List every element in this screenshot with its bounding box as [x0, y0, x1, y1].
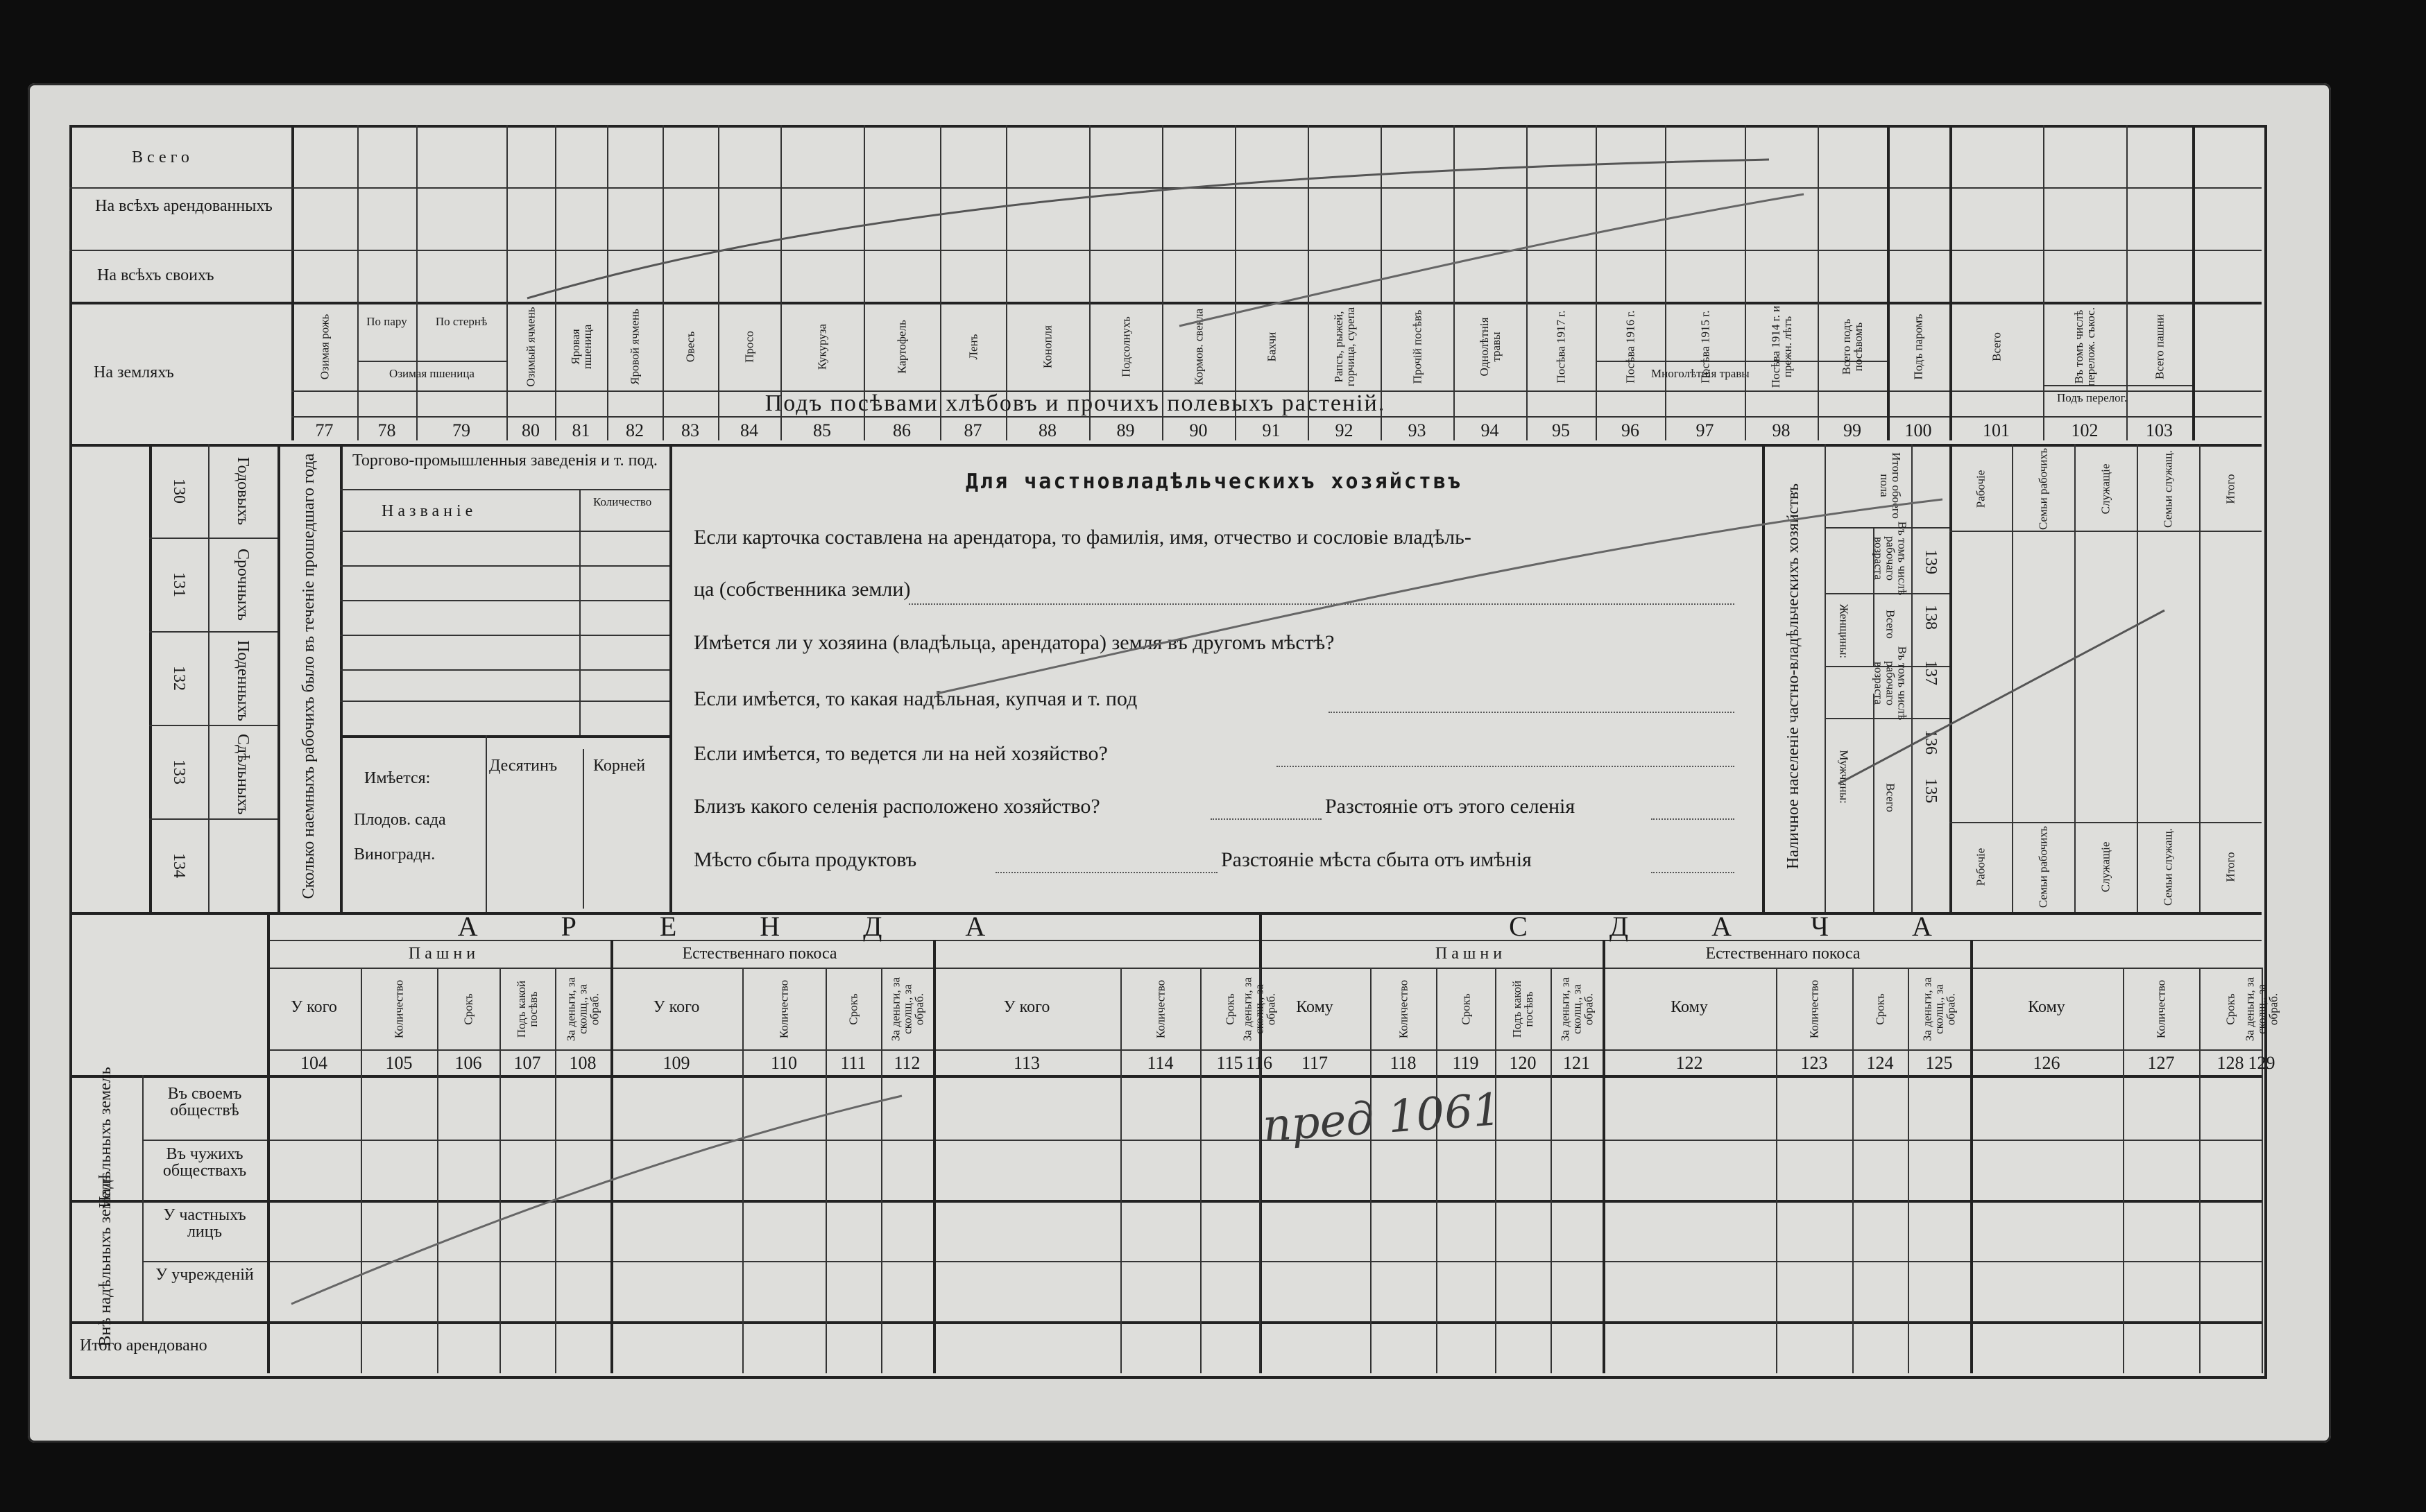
- population-vertical: Наличное населеніе частно-владѣльческихъ хозяйствъ: [1784, 483, 1802, 870]
- population-col-bottom: Семьи служащ.: [2161, 828, 2175, 906]
- row-other-society: Въ чужихъ обществахъ: [162, 1145, 247, 1180]
- population-number: 135: [1922, 778, 1940, 803]
- crop-col-label: Прочій посѣвъ: [1410, 309, 1424, 384]
- lease-col-number: 115: [1216, 1053, 1243, 1073]
- group-nadel: Надѣльныхъ земель: [96, 1067, 114, 1208]
- crop-col-label: Кормов. свекла: [1192, 308, 1205, 386]
- worker-row-label: Сдѣльныхъ: [234, 733, 252, 815]
- crop-col-label: Яровой ячмень: [628, 309, 642, 385]
- worker-row-label: Годовыхъ: [234, 456, 252, 525]
- crop-col-number: 87: [964, 420, 982, 440]
- worker-row-number: 130: [170, 478, 188, 504]
- lease-col-label: Срокъ: [461, 993, 475, 1025]
- worker-row-number: 132: [170, 665, 188, 691]
- crop-col-label: Кукуруза: [815, 323, 829, 370]
- crop-col-number: 90: [1189, 420, 1208, 440]
- population-col-top: Итого: [2223, 474, 2237, 504]
- crops-banner: Подъ посѣвами хлѣбовъ и прочихъ полевыхъ растеній.: [764, 390, 1386, 416]
- lease-col-number: 116: [1245, 1053, 1273, 1073]
- lease-col-number: 126: [2033, 1053, 2060, 1073]
- population-col-top: Рабочіе: [1974, 470, 1988, 508]
- crop-col-number: 98: [1772, 420, 1791, 440]
- worker-row-number: 131: [170, 572, 188, 597]
- worker-row-label: Поденныхъ: [234, 639, 252, 721]
- population-col-bottom: Служащіе: [2099, 841, 2112, 893]
- men-all: Всего: [1883, 783, 1897, 812]
- lease-col-number: 123: [1800, 1053, 1828, 1073]
- worker-row-number: 134: [170, 852, 188, 878]
- arenda-pokos: Естественнаго покоса: [682, 945, 837, 963]
- crop-col-number: 82: [626, 420, 644, 440]
- crop-col-label: Всего: [1990, 332, 2003, 361]
- lease-col-number: 111: [840, 1053, 866, 1073]
- crop-col-number: 84: [740, 420, 758, 440]
- crop-col-label: По пару: [366, 315, 407, 328]
- lease-col-number: 109: [663, 1053, 690, 1073]
- lease-col-number: 125: [1925, 1053, 1953, 1073]
- lease-col-label: Количество: [1396, 979, 1410, 1039]
- crop-col-number: 80: [522, 420, 540, 440]
- crop-col-label: Яровая пшеница: [568, 324, 594, 370]
- crop-col-label: Ленъ: [966, 334, 980, 360]
- lease-col-number: 113: [1013, 1053, 1041, 1073]
- crop-col-number: 96: [1621, 420, 1639, 440]
- crop-col-number: 101: [1983, 420, 2010, 440]
- hired-workers-note: Сколько наемныхъ рабочихъ было въ теченіе прошедшаго года: [300, 453, 318, 900]
- crop-col-number: 89: [1116, 420, 1135, 440]
- crop-col-label: Овесъ: [683, 331, 697, 363]
- crop-col-number: 88: [1039, 420, 1057, 440]
- worker-row-number: 133: [170, 759, 188, 784]
- lease-col-label: Количество: [1807, 979, 1821, 1039]
- crop-col-number: 93: [1408, 420, 1426, 440]
- population-number: 139: [1922, 549, 1940, 574]
- total-both: Итого обоего пола: [1878, 452, 1903, 519]
- lease-col-label: За деньги, за сколщ., за обраб.: [1240, 977, 1278, 1042]
- lease-col-number: 122: [1675, 1053, 1703, 1073]
- lease-col-label: За деньги, за сколщ., за обраб.: [1920, 977, 1958, 1042]
- lease-col-label: Кому: [2028, 998, 2065, 1016]
- garden-label: Плодов. сада: [354, 811, 446, 829]
- private-line-5: Если имѣется, то ведется ли на ней хозяйство?: [694, 742, 1108, 765]
- men-label: Мужчины:: [1837, 750, 1851, 804]
- lease-col-number: 119: [1452, 1053, 1479, 1073]
- crop-col-number: 100: [1904, 420, 1932, 440]
- lease-col-label: Количество: [392, 979, 406, 1039]
- crop-col-number: 99: [1843, 420, 1861, 440]
- lease-col-label: За деньги, за сколщ., за обраб.: [2243, 977, 2280, 1042]
- lease-col-number: 112: [894, 1053, 921, 1073]
- lease-col-label: Срокъ: [1459, 993, 1472, 1025]
- crop-col-label: Озимая рожь: [318, 313, 331, 380]
- crop-col-label: Въ томъ числѣ перелож. съкос.: [2072, 307, 2097, 386]
- population-col-top: Семьи рабочихъ: [2036, 448, 2050, 530]
- crop-col-number: 83: [681, 420, 699, 440]
- vineyard-label: Виноградн.: [354, 845, 436, 864]
- private-line-7: Разстояніе отъ этого селенія: [1325, 795, 1575, 818]
- crop-col-number: 94: [1480, 420, 1499, 440]
- lease-col-number: 110: [770, 1053, 798, 1073]
- sdacha-pokos: Естественнаго покоса: [1705, 945, 1861, 963]
- has-label: Имѣется:: [364, 769, 431, 787]
- lease-col-number: 120: [1509, 1053, 1537, 1073]
- korn-label: Корней: [593, 757, 646, 775]
- lease-col-label: Срокъ: [1873, 993, 1887, 1025]
- lease-col-label: Подъ какой посѣвъ: [515, 980, 540, 1038]
- population-col-top: Служащіе: [2099, 463, 2112, 515]
- handwritten-note: пред 1061: [1261, 1084, 1503, 1152]
- population-col-top: Семьи служащ.: [2161, 450, 2175, 528]
- crop-col-label: Однолѣтнія травы: [1477, 317, 1503, 377]
- lease-col-number: 121: [1563, 1053, 1590, 1073]
- lease-col-label: Количество: [2154, 979, 2168, 1039]
- private-line-4: Если имѣется, то какая надѣльная, купчая и т. под: [694, 687, 1138, 710]
- crop-col-label: Подъ паромъ: [1911, 313, 1925, 380]
- lease-col-number: 117: [1301, 1053, 1329, 1073]
- sdacha-pashni: Пашни: [1435, 945, 1507, 963]
- arenda-pashni: Пашни: [408, 945, 480, 963]
- crop-col-number: 97: [1695, 420, 1714, 440]
- dess-label: Десятинъ: [489, 757, 558, 775]
- crop-col-number: 78: [377, 420, 396, 440]
- crop-col-label: Озимый ячмень: [524, 307, 538, 387]
- population-col-bottom: Семьи рабочихъ: [2036, 826, 2050, 908]
- lease-col-number: 107: [513, 1053, 541, 1073]
- trade-name-col: Названіе: [382, 502, 477, 520]
- crop-col-label: Всего подъ посѣвомъ: [1840, 318, 1865, 375]
- row-label-rented: На всѣхъ арендованныхъ: [95, 197, 273, 215]
- crop-col-number: 95: [1552, 420, 1570, 440]
- women-working: Въ томъ числѣ рабочаго возраста: [1872, 521, 1909, 596]
- women-all: Всего: [1883, 610, 1897, 639]
- men-working: Въ томъ числѣ рабочаго возраста: [1872, 646, 1909, 721]
- row-label-lands: На земляхъ: [94, 363, 174, 381]
- trade-qty-col: Количество: [593, 495, 652, 508]
- population-col-bottom: Итого: [2223, 852, 2237, 882]
- crop-col-number: 79: [452, 420, 470, 440]
- row-institutions: У учрежденій: [155, 1266, 254, 1284]
- sdacha-title: СДАЧА: [1509, 911, 2015, 942]
- trade-title: Торгово-промышленныя заведенія и т. под.: [352, 452, 658, 470]
- lease-col-label: Срокъ: [846, 993, 860, 1025]
- crop-col-label: Всего пашни: [2153, 314, 2166, 379]
- lease-col-label: Подъ какой посѣвъ: [1510, 980, 1535, 1038]
- lease-col-number: 129: [2248, 1053, 2275, 1073]
- crop-col-label: Посѣва 1915 г.: [1698, 310, 1711, 384]
- private-title: Для частновладѣльческихъ хозяйствъ: [965, 470, 1463, 494]
- lease-col-number: 114: [1147, 1053, 1174, 1073]
- row-private-persons: У частныхъ лицъ: [163, 1206, 246, 1241]
- lease-col-label: За деньги, за сколщ., за обраб.: [564, 977, 601, 1042]
- arenda-title: АРЕНДА: [457, 911, 1069, 942]
- lease-col-label: Количество: [1154, 979, 1167, 1039]
- lease-col-number: 108: [569, 1053, 597, 1073]
- women-label: Женщины:: [1837, 603, 1851, 659]
- lease-col-number: 104: [300, 1053, 327, 1073]
- crop-col-number: 91: [1262, 420, 1281, 440]
- crop-col-label: Картофель: [895, 320, 909, 374]
- private-line-3: Имѣется ли у хозяина (владѣльца, арендатора) земля въ другомъ мѣстѣ?: [694, 631, 1335, 654]
- crop-col-number: 92: [1335, 420, 1353, 440]
- population-number: 137: [1922, 660, 1940, 685]
- crop-col-label: Посѣва 1917 г.: [1554, 310, 1568, 384]
- population-number: 138: [1922, 605, 1940, 630]
- crop-col-label: Бахчи: [1265, 332, 1278, 362]
- lease-col-label: Срокъ: [1223, 993, 1236, 1025]
- lease-col-number: 106: [454, 1053, 482, 1073]
- private-line-8: Мѣсто сбыта продуктовъ: [694, 848, 917, 871]
- lease-col-number: 127: [2147, 1053, 2175, 1073]
- lease-col-label: У кого: [1003, 998, 1050, 1016]
- lease-col-label: Срокъ: [2223, 993, 2237, 1025]
- crop-col-number: 86: [893, 420, 911, 440]
- crop-col-number: 102: [2071, 420, 2099, 440]
- lease-col-label: У кого: [653, 998, 700, 1016]
- crop-col-label: По стернѣ: [435, 315, 488, 328]
- lease-col-label: Количество: [777, 979, 791, 1039]
- lease-col-label: У кого: [291, 998, 337, 1016]
- private-line-9: Разстояніе мѣста сбыта отъ имѣнія: [1221, 848, 1532, 871]
- crop-col-number: 103: [2146, 420, 2173, 440]
- row-label-total: Всего: [132, 148, 194, 166]
- private-line-1: Если карточка составлена на арендатора, то фамилія, имя, отчество и сословіе владѣль-: [694, 526, 1471, 549]
- grasses-label: Многолѣтнія травы: [1651, 367, 1750, 380]
- lease-col-number: 105: [385, 1053, 413, 1073]
- worker-row-label: Срочныхъ: [234, 548, 252, 621]
- row-own-society: Въ своемъ обществѣ: [167, 1085, 242, 1119]
- crop-col-number: 81: [572, 420, 590, 440]
- perelog-label: Подъ перелог.: [2057, 391, 2127, 404]
- crop-col-label: Конопля: [1041, 325, 1054, 368]
- crop-col-number: 77: [315, 420, 334, 440]
- population-col-bottom: Рабочіе: [1974, 848, 1988, 886]
- private-line-6: Близъ какого селенія расположено хозяйство?: [694, 795, 1100, 818]
- crop-col-label: Подсолнухъ: [1119, 316, 1132, 377]
- crop-col-number: 85: [813, 420, 831, 440]
- crop-col-label: Посѣва 1914 г. и прежн. лѣтъ: [1768, 305, 1794, 388]
- lease-col-number: 118: [1390, 1053, 1417, 1073]
- crop-col-label: Просо: [742, 331, 756, 363]
- crop-col-label: Посѣва 1916 г.: [1623, 310, 1637, 384]
- crop-col-label: Озимая пшеница: [389, 367, 475, 380]
- row-label-own: На всѣхъ своихъ: [97, 266, 214, 284]
- population-number: 136: [1922, 730, 1940, 755]
- group-vne: Внѣ надѣльныхъ земель: [96, 1175, 114, 1347]
- lease-col-label: За деньги, за сколщ., за обраб.: [1558, 977, 1595, 1042]
- lease-col-label: За деньги, за сколщ., за обраб.: [889, 977, 925, 1042]
- lease-col-number: 128: [2216, 1053, 2244, 1073]
- row-total-leased: Итого арендовано: [80, 1337, 207, 1355]
- crop-col-label: Рапсъ, рыжей, горчица, сурепа: [1331, 307, 1357, 387]
- lease-col-number: 124: [1866, 1053, 1894, 1073]
- lease-col-label: Кому: [1671, 998, 1708, 1016]
- lease-col-label: Кому: [1296, 998, 1333, 1016]
- private-line-2: ца (собственника земли): [694, 578, 911, 601]
